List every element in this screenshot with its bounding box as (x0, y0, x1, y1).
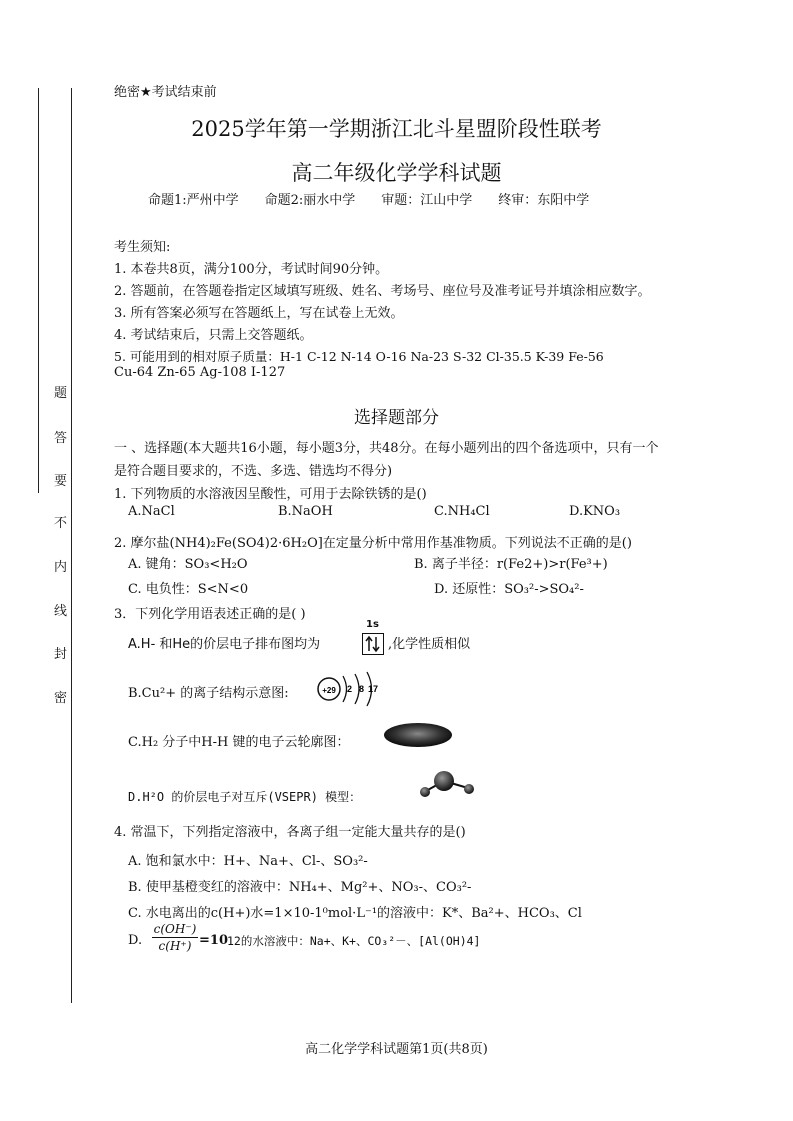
q2-option-d: D. 还原性：SO₃²->SO₄²- (434, 582, 584, 597)
section-intro-line2: 是符合题目要求的，不选、多选、错选均不得分) (114, 464, 393, 479)
q4-fraction-bar (152, 937, 198, 938)
notice-item-5-cont: Cu-64 Zn-65 Ag-108 I-127 (114, 365, 286, 380)
exam-title: 2025学年第一学期浙江北斗星盟阶段性联考 (191, 117, 602, 141)
q3-option-b: B.Cu²+ 的离子结构示意图: (128, 686, 289, 701)
q2-option-a: A. 键角：SO₃<H₂O (128, 557, 248, 572)
notice-item-2: 2. 答题前，在答题卷指定区域填写班级、姓名、考场号、座位号及准考证号并填涂相应数字。 (114, 284, 651, 299)
seal-char-1: 题 (54, 386, 68, 401)
spin-arrows-icon (363, 634, 383, 654)
orbital-diagram (360, 619, 386, 659)
q4-option-b: B. 使甲基橙变红的溶液中：NH₄+、Mg²+、NO₃-、CO₃²- (128, 880, 472, 895)
section-title: 选择题部分 (354, 408, 439, 428)
seal-char-3: 要 (54, 474, 68, 489)
q3-option-a-pre: A.H- 和He的价层电子排布图均为 (128, 637, 321, 652)
ion-nucleus-label: +29 (322, 686, 336, 695)
q2-option-c: C. 电负性：S<N<0 (128, 582, 249, 597)
q3-option-a-post: ,化学性质相似 (388, 637, 471, 652)
ion-shell-3: 17 (368, 684, 379, 694)
binding-line-inner (71, 88, 72, 1003)
q3-option-c: C.H₂ 分子中H-H 键的电子云轮廓图： (128, 735, 350, 750)
q3-option-d: D.H²O 的价层电子对互斥(VSEPR) 模型： (128, 790, 362, 804)
q2-option-b: B. 离子半径：r(Fe2+)>r(Fe³+) (414, 557, 608, 572)
page-footer: 高二化学学科试题第1页(共8页) (305, 1042, 488, 1057)
q4-option-a: A. 饱和氯水中：H+、Na+、Cl-、SO₃²- (128, 854, 368, 869)
seal-char-6: 线 (54, 604, 68, 619)
secret-label: 绝密★考试结束前 (114, 85, 217, 100)
seal-char-8: 密 (54, 691, 68, 706)
q1-option-b: B.NaOH (278, 504, 333, 519)
q4-stem: 4. 常温下，下列指定溶液中，各离子组一定能大量共存的是() (114, 825, 466, 840)
ion-structure-diagram (312, 670, 384, 708)
q4-fraction (152, 922, 198, 953)
ion-shell-2: 8 (359, 684, 365, 694)
q4-fraction-denominator: c(H⁺) (158, 939, 192, 953)
electron-cloud-diagram (382, 720, 454, 750)
binding-line-outer (38, 88, 39, 493)
seal-char-2: 答 (54, 431, 68, 446)
seal-char-4: 不 (54, 516, 68, 531)
q4-option-d-label: D. (128, 933, 143, 948)
q2-stem: 2. 摩尔盐(NH4)₂Fe(SO4)2·6H₂O]在定量分析中常用作基准物质。下列说法不正确的是() (114, 536, 632, 551)
exam-subtitle: 高二年级化学学科试题 (291, 161, 502, 185)
orbital-box (362, 633, 384, 655)
ion-shell-1: 2 (347, 684, 353, 694)
q1-stem: 1. 下列物质的水溶液因呈酸性，可用于去除铁锈的是() (114, 487, 427, 502)
section-intro-line1: 一 、选择题(本大题共16小题，每小题3分，共48分。在每小题列出的四个备选项中，只有一个 (114, 441, 659, 456)
seal-char-5: 内 (54, 560, 68, 575)
notice-item-3: 3. 所有答案必须写在答题纸上，写在试卷上无效。 (114, 306, 404, 321)
q1-option-c: C.NH₄Cl (434, 504, 490, 519)
notice-item-1: 1. 本卷共8页，满分100分，考试时间90分钟。 (114, 262, 389, 277)
q4-option-c: C. 水电离出的c(H+)水=1×10-1⁰mol·L⁻¹的溶液中：K*、Ba²+、HCO₃、Cl (128, 906, 582, 921)
notice-item-4: 4. 考试结束后，只需上交答题纸。 (114, 328, 313, 343)
q4-fraction-numerator: c(OH⁻) (153, 922, 197, 936)
exam-authors: 命题1:严州中学 命题2:丽水中学 审题：江山中学 终审：东阳中学 (148, 193, 590, 208)
q4-option-d-rest: 12的水溶液中：Na+、K+、CO₃²－、[Al(OH)4] (227, 934, 481, 948)
q3-stem: 3．下列化学用语表述正确的是( ) (114, 607, 306, 622)
q1-option-d: D.KNO₃ (569, 504, 621, 519)
seal-char-7: 封 (54, 647, 68, 662)
q4-option-d-eq: =10 (199, 933, 228, 948)
q1-option-a: A.NaCl (128, 504, 175, 519)
notice-heading: 考生须知: (114, 240, 171, 255)
vsepr-model-diagram (414, 768, 480, 802)
notice-item-5: 5. 可能用到的相对原子质量：H-1 C-12 N-14 O-16 Na-23 S-32 Cl-35.5 K-39 Fe-56 (114, 349, 604, 364)
orbital-label: 1s (366, 619, 379, 630)
